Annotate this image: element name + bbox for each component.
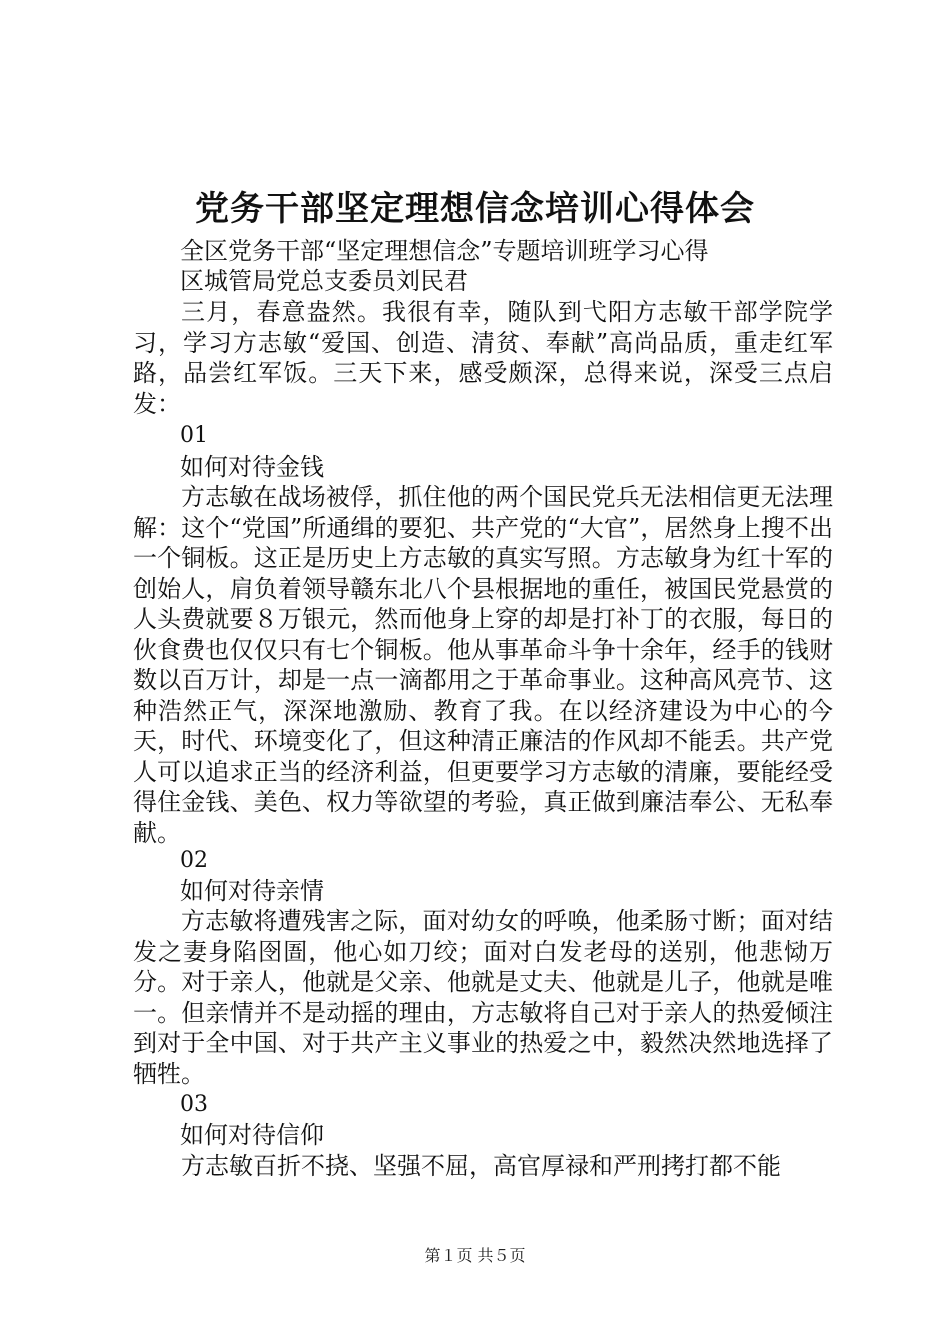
- section-heading: 如何对待亲情: [180, 877, 324, 905]
- section-body: 方志敏百折不挠、坚强不屈，高官厚禄和严刑拷打都不能: [181, 1152, 781, 1180]
- section-heading: 如何对待信仰: [180, 1121, 324, 1149]
- section-heading: 如何对待金钱: [180, 453, 324, 481]
- document-subtitle: 全区党务干部“坚定理想信念”专题培训班学习心得: [180, 237, 709, 265]
- section-body: 方志敏将遭残害之际，面对幼女的呼唤，他柔肠寸断；面对结发之妻身陷囹圄，他心如刀绞；面对白发老母的送别，他悲恸万分。对于亲人，他就是父亲、他就是丈夫、他就是儿子，他就是唯一。但亲情并不是动摇的理由，方志敏将自己对于亲人的热爱倾注到对于全中国、对于共产主义事业的热爱之中，毅然决然地选择了牺牲。: [133, 907, 833, 1088]
- intro-paragraph: 三月，春意盎然。我很有幸，随队到弋阳方志敏干部学院学习，学习方志敏“爱国、创造、清贫、奉献”高尚品质，重走红军路，品尝红军饭。三天下来，感受颇深，总得来说，深受三点启发：: [133, 298, 833, 418]
- page-footer: 第１页 共５页: [424, 1246, 526, 1265]
- author-line: 区城管局党总支委员刘民君: [180, 267, 468, 295]
- section-number: 02: [180, 848, 208, 873]
- document-title: 党务干部坚定理想信念培训心得体会: [195, 189, 755, 229]
- section-number: 01: [180, 423, 208, 448]
- section-body: 方志敏在战场被俘，抓住他的两个国民党兵无法相信更无法理解：这个“党国”所通缉的要犯、共产党的“大官”，居然身上搜不出一个铜板。这正是历史上方志敏的真实写照。方志敏身为红十军的创始人，肩负着领导赣东北八个县根据地的重任，被国民党悬赏的人头费就要８万银元，然而他身上穿的却是打补丁的衣服，每日的伙食费也仅仅只有七个铜板。他从事革命斗争十余年，经手的钱财数以百万计，却是一点一滴都用之于革命事业。这种高风亮节、这种浩然正气，深深地激励、教育了我。在以经济建设为中心的今天，时代、环境变化了，但这种清正廉洁的作风却不能丢。共产党人可以追求正当的经济利益，但更要学习方志敏的清廉，要能经受得住金钱、美色、权力等欲望的考验，真正做到廉洁奉公、无私奉献。: [133, 483, 833, 847]
- section-number: 03: [180, 1092, 208, 1117]
